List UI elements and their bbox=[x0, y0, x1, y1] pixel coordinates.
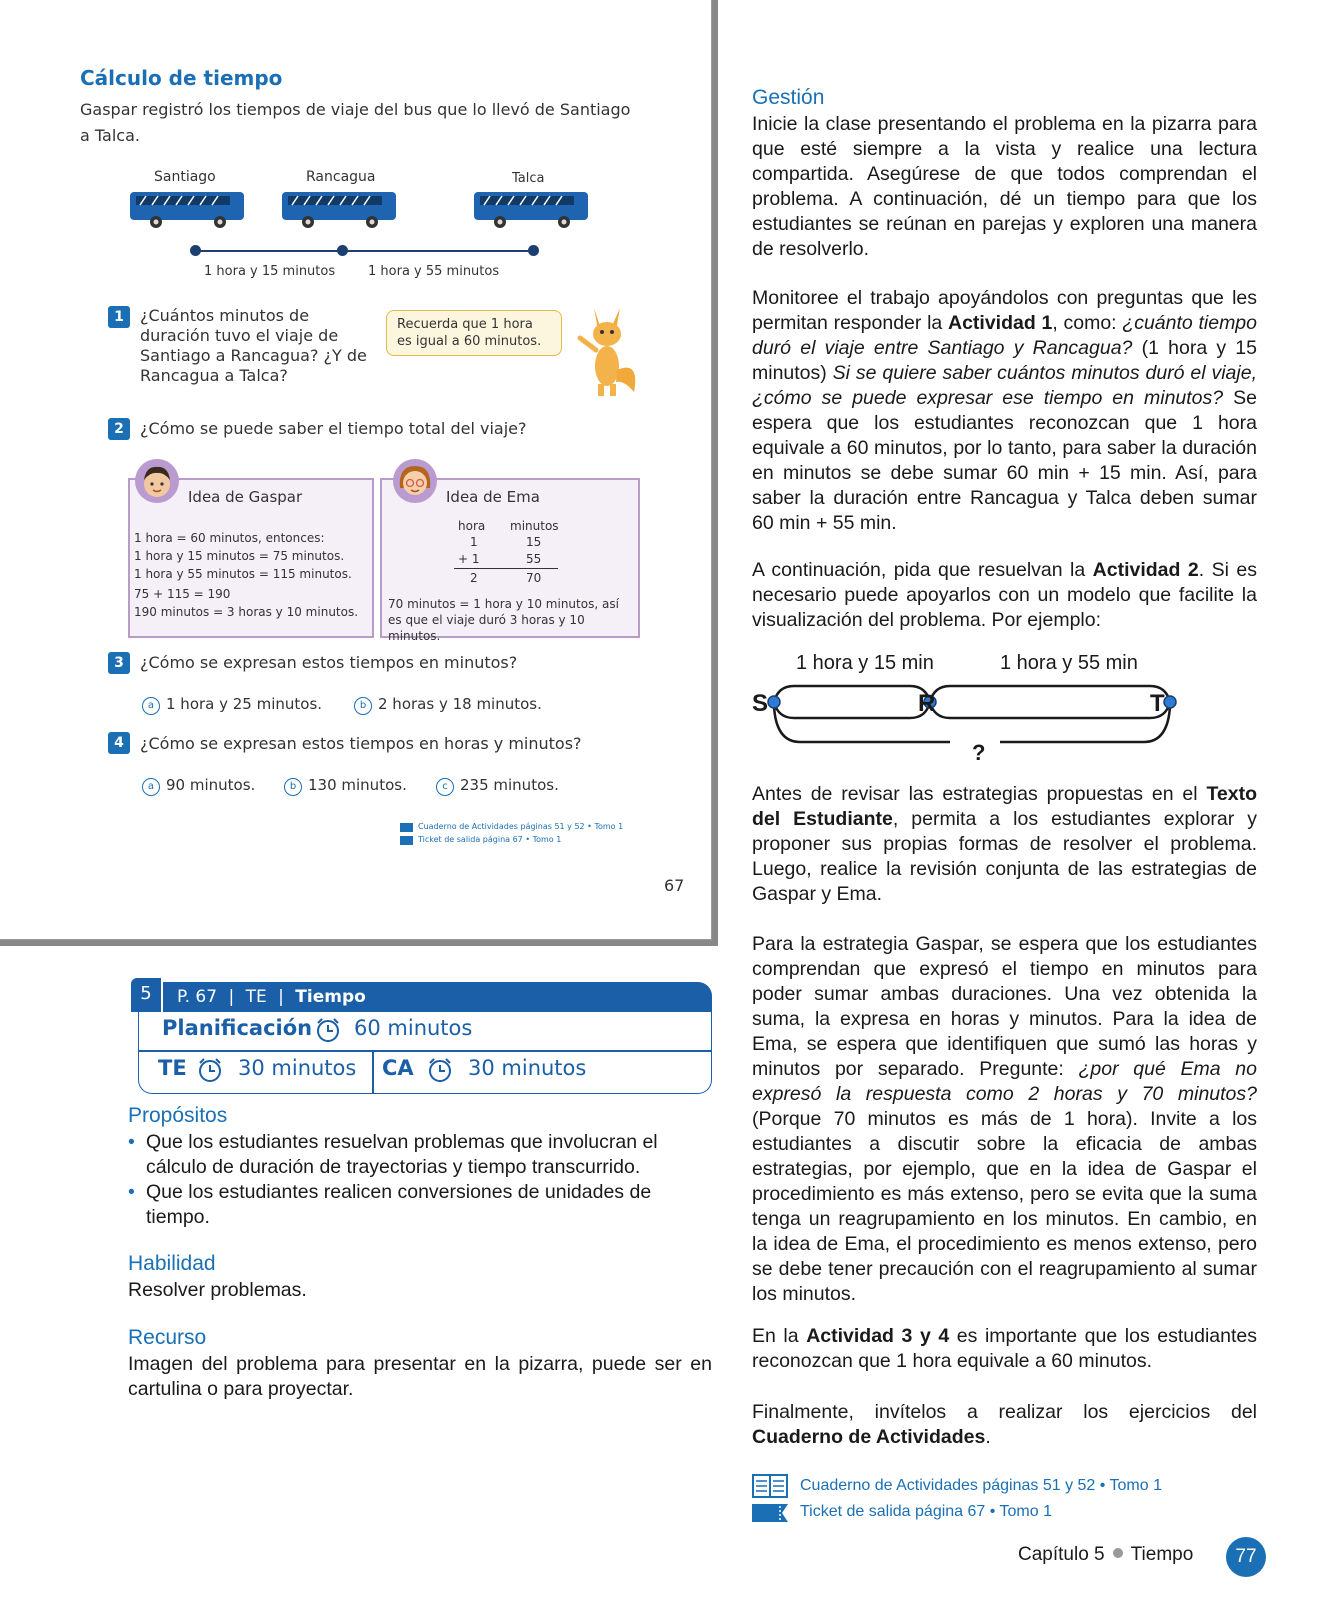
gestion-paragraph-7: Finalmente, invítelos a realizar los ejercicios del Cuaderno de Actividades. bbox=[752, 1401, 1257, 1448]
diagram-point-r: R bbox=[918, 690, 936, 717]
page-number-badge: 77 bbox=[1226, 1537, 1266, 1577]
segment-label: 1 hora y 55 minutos bbox=[368, 264, 500, 279]
route-timeline bbox=[194, 250, 534, 252]
diagram-label-1: 1 hora y 15 min bbox=[796, 652, 934, 674]
question-number: 2 bbox=[108, 418, 130, 440]
idea-gaspar-line: 1 hora = 60 minutos, entonces: bbox=[134, 531, 325, 545]
gaspar-avatar-icon bbox=[134, 458, 180, 504]
ema-avatar-icon bbox=[392, 458, 438, 504]
gestion-paragraph-4: Antes de revisar las estrategias propuestas en el Texto del Estudiante, permita a los estudiantes explorar y proponer sus propias formas de resolver el problema. Luego, realice la revisión conjunta de las estrategias de Gaspar y Ema. bbox=[752, 783, 1257, 905]
recurso-text: Imagen del problema para presentar en la pizarra, puede ser en cartulina o para proyectar. bbox=[128, 1353, 712, 1400]
option-letter: b bbox=[354, 697, 372, 715]
idea-gaspar-title: Idea de Gaspar bbox=[188, 488, 303, 506]
gestion-paragraph-6: En la Actividad 3 y 4 es importante que los estudiantes reconozcan que 1 hora equivale a 60 minutos. bbox=[752, 1325, 1258, 1372]
option-letter: a bbox=[142, 697, 160, 715]
gestion-paragraph-3: A continuación, pida que resuelvan la Actividad 2. Si es necesario puede apoyarlos con un modelo que facilite la visualización del problema. Por ejemplo: bbox=[752, 559, 1257, 631]
ema-cell: 70 bbox=[526, 571, 542, 585]
ema-conclusion: 70 minutos = 1 hora y 10 minutos, así es que el viaje duró 3 horas y 10 minutos. bbox=[388, 597, 619, 643]
notebook-icon bbox=[752, 1474, 788, 1498]
student-page-title: Cálculo de tiempo bbox=[80, 66, 283, 90]
ema-cell: 2 bbox=[470, 571, 478, 585]
ema-cell: + 1 bbox=[458, 552, 480, 566]
alarm-clock-icon bbox=[196, 1056, 224, 1084]
diagram-label-2: 1 hora y 55 min bbox=[1000, 652, 1138, 674]
question-number: 3 bbox=[108, 652, 130, 674]
hint-bubble: Recuerda que 1 hora es igual a 60 minutos. bbox=[386, 310, 562, 356]
planificacion-label: Planificación bbox=[162, 1016, 313, 1040]
segment-label: 1 hora y 15 minutos bbox=[204, 264, 336, 279]
option-3a: a 1 hora y 25 minutos. bbox=[142, 695, 322, 715]
bus-icon bbox=[280, 190, 400, 232]
ema-cell: 1 bbox=[470, 535, 478, 549]
student-ref-notebook: Cuaderno de Actividades páginas 51 y 52 • Tomo 1 bbox=[418, 822, 624, 831]
diagram-point-t: T bbox=[1150, 690, 1165, 717]
student-page-number: 67 bbox=[664, 876, 685, 895]
option-4c: c 235 minutos. bbox=[436, 776, 559, 796]
option-letter: c bbox=[436, 778, 454, 796]
notebook-icon bbox=[400, 823, 413, 832]
question-1: ¿Cuántos minutos de duración tuvo el viaje de Santiago a Rancagua? ¿Y de Rancagua a Talca? bbox=[140, 306, 367, 385]
plan-divider bbox=[372, 1051, 374, 1094]
te-label: TE bbox=[158, 1056, 187, 1080]
ref-notebook: Cuaderno de Actividades páginas 51 y 52 • Tomo 1 bbox=[800, 1477, 1162, 1494]
question-4: ¿Cómo se expresan estos tiempos en horas y minutos? bbox=[140, 734, 582, 753]
page-footer: Capítulo 5 Tiempo bbox=[1018, 1544, 1194, 1565]
ticket-icon bbox=[400, 836, 413, 845]
alarm-clock-icon bbox=[426, 1056, 454, 1084]
idea-gaspar-line: 190 minutos = 3 horas y 10 minutos. bbox=[134, 605, 359, 619]
plan-header: P. 67 | TE | Tiempo bbox=[163, 982, 712, 1012]
city-talca: Talca bbox=[512, 171, 545, 186]
student-ref-ticket: Ticket de salida página 67 • Tomo 1 bbox=[418, 835, 562, 844]
diagram-question: ? bbox=[972, 740, 986, 765]
question-2: ¿Cómo se puede saber el tiempo total del viaje? bbox=[140, 419, 527, 438]
ticket-icon bbox=[752, 1504, 788, 1522]
option-letter: b bbox=[284, 778, 302, 796]
option-4a: a 90 minutos. bbox=[142, 776, 255, 796]
bus-icon bbox=[128, 190, 248, 232]
option-letter: a bbox=[142, 778, 160, 796]
plan-divider bbox=[138, 1050, 712, 1052]
ema-sum-line bbox=[454, 568, 558, 569]
idea-gaspar-line: 1 hora y 55 minutos = 115 minutos. bbox=[134, 567, 352, 581]
ema-col-hora: hora bbox=[458, 519, 486, 533]
gestion-paragraph-2: Monitoree el trabajo apoyándolos con preguntas que les permitan responder la Actividad 1, como: ¿cuánto tiempo duró el viaje entre Santiago y Rancagua? (1 hora y 15 minutos) Si se quiere saber cuántos minutos duró el viaje, ¿cómo se puede expresar ese tiempo en minutos? Se espera que los estudiantes reconozcan que 1 hora equivale a 60 minutos, por lo tanto, para saber la duración en minutos se debe sumar 60 min + 15 min. Así, para saber la duración entre Rancagua y Talca deben sumar 60 min + 55 min. bbox=[752, 287, 1257, 534]
gestion-heading: Gestión bbox=[752, 86, 825, 109]
ema-cell: 15 bbox=[526, 535, 542, 549]
gestion-paragraph-5: Para la estrategia Gaspar, se espera que los estudiantes comprendan que expresó el tiempo en minutos para poder sumar ambas duraciones. Una vez obtenida la suma, la expresa en horas y minutos. Para la idea de Ema, se espera que identifiquen que sumó las horas y minutos por separado. Pregunte: ¿por qué Ema no expresó la respuesta como 2 horas y 70 minutos? (Porque 70 minutos es más de 1 hora). Invite a los estudiantes a discutir sobre la eficacia de ambas estrategias, por ejemplo, que en la idea de Gaspar el procedimiento es más extenso, pero se evita que la suma tenga un reagrupamiento en los minutos. En cambio, en la idea de Ema, el procedimiento es menos extenso, pero se debe tener precaución con el reagrupamiento al sumar los minutos. bbox=[752, 933, 1257, 1305]
diagram-point-s: S bbox=[752, 690, 769, 717]
te-time: 30 minutos bbox=[238, 1056, 357, 1080]
ema-cell: 55 bbox=[526, 552, 542, 566]
idea-gaspar-line: 1 hora y 15 minutos = 75 minutos. bbox=[134, 549, 345, 563]
question-number: 1 bbox=[108, 306, 130, 328]
ca-time: 30 minutos bbox=[468, 1056, 587, 1080]
option-3b: b 2 horas y 18 minutos. bbox=[354, 695, 542, 715]
alarm-clock-icon bbox=[314, 1016, 342, 1044]
student-page-intro: Gaspar registró los tiempos de viaje del bus que lo llevó de Santiago a Talca. bbox=[80, 100, 631, 145]
city-santiago: Santiago bbox=[154, 169, 216, 185]
option-4b: b 130 minutos. bbox=[284, 776, 407, 796]
question-3: ¿Cómo se expresan estos tiempos en minutos? bbox=[140, 653, 518, 672]
ema-col-minutos: minutos bbox=[510, 519, 559, 533]
ca-label: CA bbox=[382, 1056, 414, 1080]
recurso-heading: Recurso bbox=[128, 1326, 207, 1349]
proposito-item: • Que los estudiantes resuelvan problemas que involucran el cálculo de duración de trayectorias y tiempo transcurrido. bbox=[128, 1130, 708, 1180]
habilidad-heading: Habilidad bbox=[128, 1252, 216, 1275]
habilidad-text: Resolver problemas. bbox=[128, 1279, 307, 1301]
city-rancagua: Rancagua bbox=[306, 169, 376, 185]
idea-gaspar-line: 75 + 115 = 190 bbox=[134, 587, 231, 601]
planificacion-time: 60 minutos bbox=[354, 1016, 473, 1040]
proposito-item: • Que los estudiantes realicen conversiones de unidades de tiempo. bbox=[128, 1180, 708, 1230]
fox-mascot-icon bbox=[572, 300, 642, 400]
idea-ema-title: Idea de Ema bbox=[446, 488, 540, 506]
gestion-paragraph-1: Inicie la clase presentando el problema en la pizarra para que esté siempre a la vista y realice una lectura compartida. Asegúrese de que todos comprendan el problema. A continuación, dé un tiempo para que los estudiantes se reúnan en parejas y exploren una manera de resolverlo. bbox=[752, 113, 1257, 260]
propositos-heading: Propósitos bbox=[128, 1104, 228, 1127]
lesson-number: 5 bbox=[131, 978, 161, 1012]
question-number: 4 bbox=[108, 732, 130, 754]
route-dot bbox=[190, 245, 201, 256]
route-dot bbox=[528, 245, 539, 256]
ref-ticket: Ticket de salida página 67 • Tomo 1 bbox=[800, 1503, 1052, 1520]
bus-icon bbox=[472, 190, 592, 232]
student-page bbox=[0, 0, 712, 940]
route-dot bbox=[337, 245, 348, 256]
